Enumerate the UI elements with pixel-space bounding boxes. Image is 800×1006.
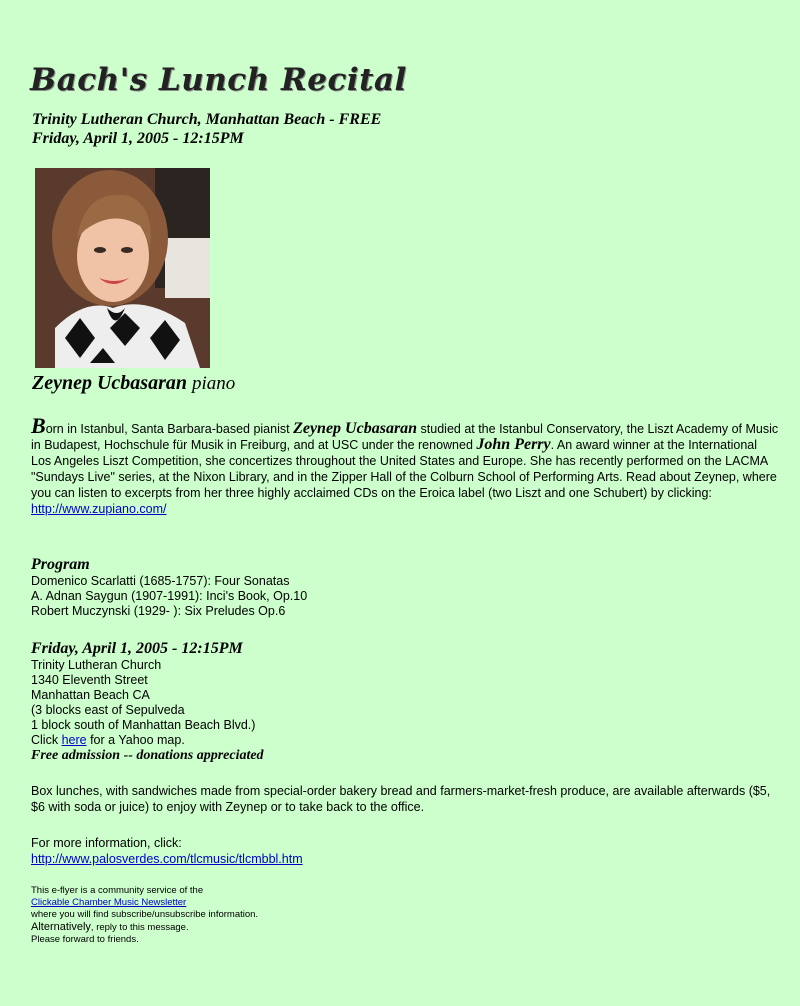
event-location-line: Trinity Lutheran Church, Manhattan Beach - FREE <box>32 111 382 128</box>
venue-line: 1 block south of Manhattan Beach Blvd.) <box>31 718 256 732</box>
footer-alt-word: Alternatively <box>31 921 91 933</box>
footer-line <box>31 921 258 934</box>
footer-alt-rest: , reply to this message. <box>90 922 189 933</box>
more-info-label: For more information, click: <box>31 836 182 850</box>
venue-line: Trinity Lutheran Church <box>31 658 162 672</box>
artist-photo-image <box>35 168 210 368</box>
map-suffix: for a Yahoo map. <box>86 733 185 747</box>
bio-artist-name: Zeynep Ucbasaran <box>293 420 418 437</box>
artist-heading <box>32 372 235 395</box>
box-lunch-info: Box lunches, with sandwiches made from special-order bakery bread and farmers-market-fresh produce, are available afterwards ($5, $6 with soda or juice) to enjoy with Zeynep or to take back to the office. <box>31 784 771 814</box>
footer-line: where you will find subscribe/unsubscribe information. <box>31 909 259 920</box>
newsletter-link[interactable]: Clickable Chamber Music Newsletter <box>31 897 187 908</box>
bio-dropcap: B <box>31 413 46 438</box>
program-item: Domenico Scarlatti (1685-1757): Four Sonatas <box>31 574 290 588</box>
bio-teacher-name: John Perry <box>476 436 551 453</box>
event-date-line: Friday, April 1, 2005 - 12:15PM <box>32 130 244 147</box>
artist-name: Zeynep Ucbasaran <box>32 372 187 394</box>
artist-bio <box>31 413 779 517</box>
map-line <box>31 733 264 748</box>
footer <box>31 885 258 946</box>
venue-line: 1340 Eleventh Street <box>31 673 148 687</box>
artist-photo <box>35 168 210 368</box>
program-section <box>31 556 307 619</box>
more-info-link[interactable]: http://www.palosverdes.com/tlcmusic/tlcmbbl.htm <box>31 852 303 866</box>
program-title: Program <box>31 556 90 573</box>
artist-website-link[interactable]: http://www.zupiano.com/ <box>31 502 167 516</box>
map-prefix: Click <box>31 733 62 747</box>
artist-instrument: piano <box>191 373 236 394</box>
bio-text-2: studied at the Istanbul Conservatory, the Liszt Academy of Music in Budapest, Hochschule für Musik in Freiburg, and at USC under the renowned <box>31 422 779 452</box>
venue-section <box>31 640 264 763</box>
footer-line: Please forward to friends. <box>31 934 139 945</box>
event-header <box>32 110 381 148</box>
more-info-section <box>31 835 303 867</box>
bio-text-1: orn in Istanbul, Santa Barbara-based pianist <box>45 422 294 436</box>
program-item: A. Adnan Saygun (1907-1991): Inci's Book, Op.10 <box>31 589 308 603</box>
bio-text-3: . An award winner at the International Los Angeles Liszt Competition, she concertizes throughout the United States and Europe. She has recently performed on the LACMA "Sundays Live" series, at the Nixon Library, and in the Zipper Hall of the Colburn School of Performing Arts. Read about Zeynep, where you can listen to excerpts from her three highly acclaimed CDs on the Eroica label (two Liszt and one Schubert) by clicking: <box>31 438 777 500</box>
footer-line: This e-flyer is a community service of the <box>31 885 204 896</box>
free-admission-note: Free admission -- donations appreciated <box>31 748 264 763</box>
venue-date-title: Friday, April 1, 2005 - 12:15PM <box>31 640 243 657</box>
program-item: Robert Muczynski (1929- ): Six Preludes Op.6 <box>31 604 286 618</box>
banner-title: Bach's Lunch Recital <box>30 62 407 98</box>
venue-line: (3 blocks east of Sepulveda <box>31 703 185 717</box>
yahoo-map-link[interactable]: here <box>61 733 87 747</box>
venue-line: Manhattan Beach CA <box>31 688 150 702</box>
